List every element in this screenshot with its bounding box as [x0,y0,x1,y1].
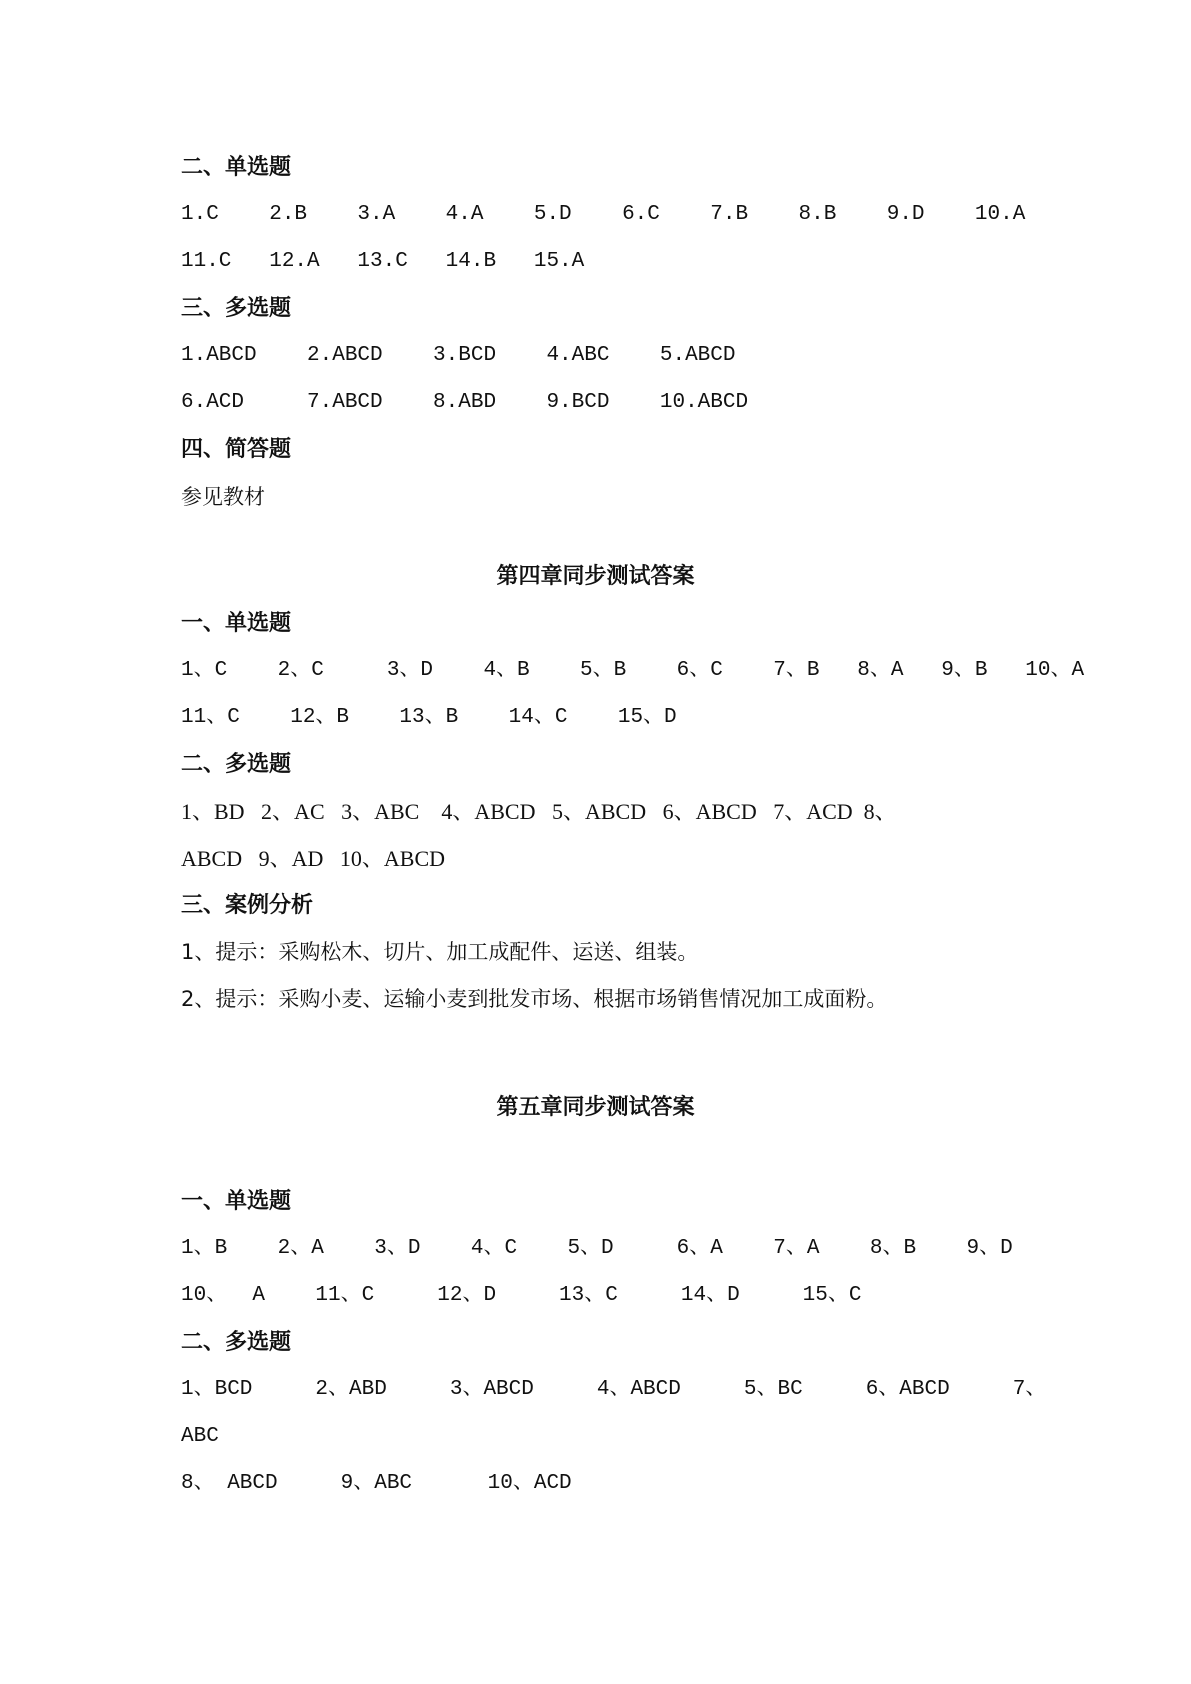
ch3-multi-choice-answers-1: 1.ABCD 2.ABCD 3.BCD 4.ABC 5.ABCD [181,344,736,367]
ch5-single-choice-answers-1: 1、B 2、A 3、D 4、C 5、D 6、A 7、A 8、B 9、D [181,1237,1013,1260]
ch4-case-analysis-heading: 三、案例分析 [181,893,314,918]
ch5-multi-choice-answers-2: ABC [181,1425,219,1448]
ch4-multi-choice-answers-1: 1、BD 2、AC 3、ABC 4、ABCD 5、ABCD 6、ABCD 7、ACD 8、 [181,799,897,824]
ch5-single-choice-answers-2: 10、 A 11、C 12、D 13、C 14、D 15、C [181,1284,862,1307]
ch4-multi-choice-answers-2: ABCD 9、AD 10、ABCD [181,846,446,871]
ch5-title: 第五章同步测试答案 [496,1095,695,1120]
ch4-multi-choice-heading: 二、多选题 [181,752,292,777]
ch3-multi-choice-answers-2: 6.ACD 7.ABCD 8.ABD 9.BCD 10.ABCD [181,391,749,414]
ch4-single-choice-heading: 一、单选题 [181,611,292,636]
ch5-single-choice-heading: 一、单选题 [181,1189,292,1214]
ch3-single-choice-heading: 二、单选题 [181,155,292,180]
ch5-multi-choice-heading: 二、多选题 [181,1330,292,1355]
ch5-multi-choice-answers-1: 1、BCD 2、ABD 3、ABCD 4、ABCD 5、BC 6、ABCD 7、 [181,1378,1047,1401]
ch4-title: 第四章同步测试答案 [496,564,695,589]
ch3-short-answer-text: 参见教材 [181,485,265,509]
ch4-single-choice-answers-2: 11、C 12、B 13、B 14、C 15、D [181,706,677,729]
ch4-case-answer-2: 2、提示：采购小麦、运输小麦到批发市场、根据市场销售情况加工成面粉。 [181,987,888,1011]
ch3-single-choice-answers-1: 1.C 2.B 3.A 4.A 5.D 6.C 7.B 8.B 9.D 10.A [181,203,1026,226]
ch3-single-choice-answers-2: 11.C 12.A 13.C 14.B 15.A [181,250,585,273]
ch3-short-answer-heading: 四、简答题 [181,437,292,462]
ch4-single-choice-answers-1: 1、C 2、C 3、D 4、B 5、B 6、C 7、B 8、A 9、B 10、A [181,659,1085,682]
ch5-multi-choice-answers-3: 8、 ABCD 9、ABC 10、ACD [181,1472,572,1495]
ch4-case-answer-1: 1、提示：采购松木、切片、加工成配件、运送、组装。 [181,940,699,964]
ch3-multi-choice-heading: 三、多选题 [181,296,292,321]
